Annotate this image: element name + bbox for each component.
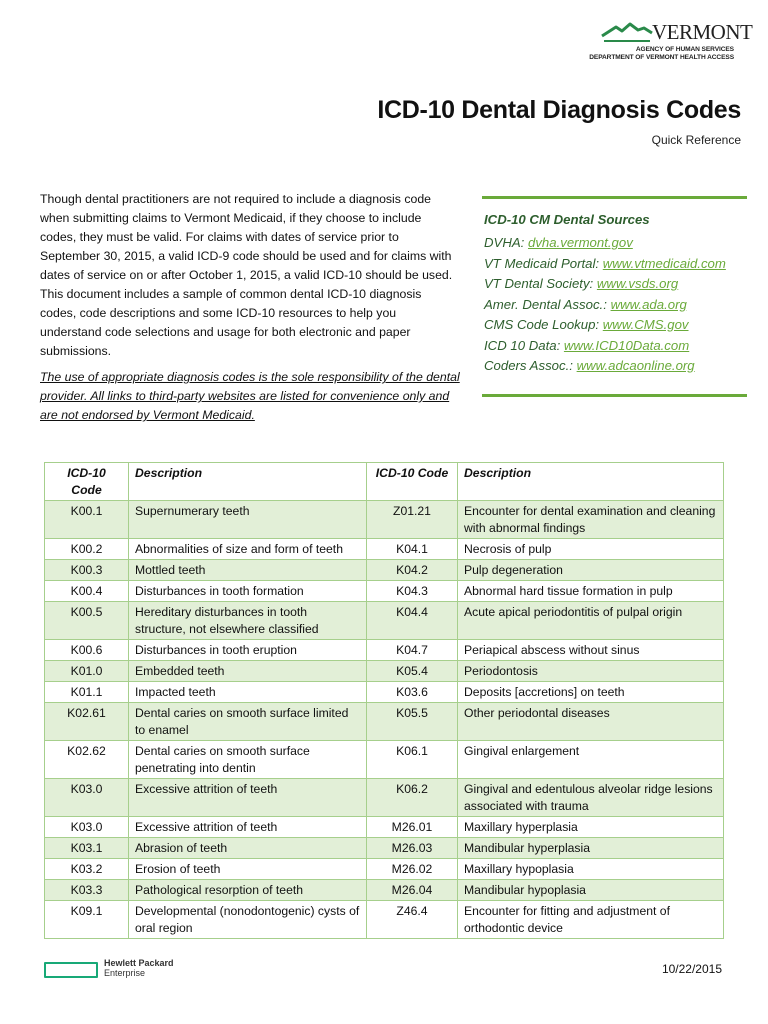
code-cell: K04.1 [367, 539, 458, 560]
description-cell: Gingival enlargement [458, 741, 724, 779]
source-item [484, 276, 678, 291]
source-link[interactable]: dvha.vermont.gov [527, 235, 633, 250]
code-cell: K06.2 [367, 779, 458, 817]
source-item [484, 358, 695, 373]
description-cell: Deposits [accretions] on teeth [458, 682, 724, 703]
description-cell: Periapical abscess without sinus [458, 640, 724, 661]
description-cell: Acute apical periodontitis of pulpal origin [458, 602, 724, 640]
source-link[interactable]: www.vtmedicaid.com [602, 255, 726, 271]
description-cell: Embedded teeth [129, 661, 367, 682]
column-header: ICD-10 Code [45, 463, 129, 501]
page-title: ICD-10 Dental Diagnosis Codes [377, 96, 741, 124]
description-cell: Encounter for fitting and adjustment of orthodontic device [458, 901, 724, 939]
table-row [45, 703, 724, 741]
description-cell: Supernumerary teeth [129, 501, 367, 539]
code-cell: K03.0 [45, 817, 129, 838]
code-cell: K04.3 [367, 581, 458, 602]
table-row [45, 560, 724, 581]
source-label: Coders Assoc.: [484, 358, 573, 373]
column-header: ICD-10 Code [367, 463, 458, 501]
code-cell: K04.4 [367, 602, 458, 640]
source-item [484, 235, 633, 250]
description-cell: Developmental (nonodontogenic) cysts of oral region [129, 901, 367, 939]
logo-agency-text: AGENCY OF HUMAN SERVICES [635, 46, 734, 53]
description-cell: Encounter for dental examination and cleaning with abnormal findings [458, 501, 724, 539]
description-cell: Necrosis of pulp [458, 539, 724, 560]
source-item [484, 338, 689, 353]
vermont-logo [589, 20, 753, 68]
description-cell: Pulp degeneration [458, 560, 724, 581]
code-cell: K00.4 [45, 581, 129, 602]
table-row [45, 640, 724, 661]
source-link[interactable]: www.ICD10Data.com [563, 337, 690, 353]
source-item [484, 317, 689, 332]
table-row [45, 581, 724, 602]
description-cell: Impacted teeth [129, 682, 367, 703]
source-label: VT Dental Society: [484, 276, 594, 291]
table-row [45, 838, 724, 859]
document-date: 10/22/2015 [661, 962, 722, 976]
description-cell: Excessive attrition of teeth [129, 817, 367, 838]
table-row [45, 602, 724, 640]
table-row [45, 817, 724, 838]
code-cell: K03.6 [367, 682, 458, 703]
table-row [45, 501, 724, 539]
description-cell: Dental caries on smooth surface limited to enamel [129, 703, 367, 741]
hpe-logo-text-line1: Hewlett Packard [104, 958, 174, 968]
code-cell: M26.03 [367, 838, 458, 859]
description-cell: Maxillary hypoplasia [458, 859, 724, 880]
table-row [45, 901, 724, 939]
code-cell: K02.62 [45, 741, 129, 779]
table-row [45, 779, 724, 817]
code-cell: M26.04 [367, 880, 458, 901]
column-header: Description [129, 463, 367, 501]
code-cell: K09.1 [45, 901, 129, 939]
code-cell: K03.0 [45, 779, 129, 817]
code-cell: K02.61 [45, 703, 129, 741]
source-link[interactable]: www.ada.org [610, 296, 687, 312]
code-cell: K00.2 [45, 539, 129, 560]
code-cell: K03.3 [45, 880, 129, 901]
description-cell: Mottled teeth [129, 560, 367, 581]
table-row [45, 880, 724, 901]
description-cell: Mandibular hyperplasia [458, 838, 724, 859]
description-cell: Hereditary disturbances in tooth structure, not elsewhere classified [129, 602, 367, 640]
source-link[interactable]: www.CMS.gov [602, 317, 689, 332]
table-row [45, 859, 724, 880]
description-cell: Excessive attrition of teeth [129, 779, 367, 817]
table-row [45, 661, 724, 682]
table-row [45, 539, 724, 560]
hpe-rectangle-icon [44, 962, 98, 978]
disclaimer-paragraph: The use of appropriate diagnosis codes is the sole responsibility of the dental provider. All links to third-party websites are listed for convenience only and are not endorsed by Vermont Medicaid. [40, 370, 460, 422]
code-cell: K04.2 [367, 560, 458, 581]
code-cell: K00.6 [45, 640, 129, 661]
source-label: CMS Code Lookup: [484, 317, 600, 332]
mountain-logo-icon [600, 22, 660, 44]
code-cell: K06.1 [367, 741, 458, 779]
description-cell: Disturbances in tooth eruption [129, 640, 367, 661]
code-cell: Z01.21 [367, 501, 458, 539]
source-label: DVHA: [484, 235, 525, 250]
description-cell: Disturbances in tooth formation [129, 581, 367, 602]
description-cell: Mandibular hypoplasia [458, 880, 724, 901]
code-cell: K05.4 [367, 661, 458, 682]
description-cell: Abnormalities of size and form of teeth [129, 539, 367, 560]
source-link[interactable]: www.vsds.org [596, 276, 679, 291]
logo-brand-text: VERMONT [652, 20, 753, 44]
code-cell: M26.01 [367, 817, 458, 838]
code-cell: K01.1 [45, 682, 129, 703]
source-item [484, 297, 687, 312]
code-cell: K05.5 [367, 703, 458, 741]
description-cell: Maxillary hyperplasia [458, 817, 724, 838]
hpe-logo [44, 958, 184, 980]
page-subtitle: Quick Reference [651, 133, 741, 147]
code-cell: K04.7 [367, 640, 458, 661]
code-cell: K00.3 [45, 560, 129, 581]
sources-box [482, 196, 747, 397]
description-cell: Erosion of teeth [129, 859, 367, 880]
description-cell: Other periodontal diseases [458, 703, 724, 741]
description-cell: Abrasion of teeth [129, 838, 367, 859]
diagnosis-codes-table [44, 462, 724, 939]
description-cell: Pathological resorption of teeth [129, 880, 367, 901]
source-label: ICD 10 Data: [484, 337, 561, 353]
sources-heading: ICD-10 CM Dental Sources [484, 212, 650, 227]
description-cell: Dental caries on smooth surface penetrating into dentin [129, 741, 367, 779]
description-cell: Periodontosis [458, 661, 724, 682]
code-cell: K03.2 [45, 859, 129, 880]
code-cell: K00.1 [45, 501, 129, 539]
table-body [45, 501, 724, 939]
code-cell: Z46.4 [367, 901, 458, 939]
source-item [484, 256, 726, 271]
source-label: VT Medicaid Portal: [484, 255, 600, 271]
table-row [45, 682, 724, 703]
source-link[interactable]: www.adcaonline.org [576, 358, 695, 373]
code-cell: K03.1 [45, 838, 129, 859]
logo-department-text: DEPARTMENT OF VERMONT HEALTH ACCESS [589, 54, 734, 61]
description-cell: Gingival and edentulous alveolar ridge lesions associated with trauma [458, 779, 724, 817]
code-cell: K01.0 [45, 661, 129, 682]
column-header: Description [458, 463, 724, 501]
hpe-logo-text-line2: Enterprise [104, 968, 146, 978]
table-row [45, 741, 724, 779]
code-cell: M26.02 [367, 859, 458, 880]
source-label: Amer. Dental Assoc.: [484, 296, 607, 312]
code-cell: K00.5 [45, 602, 129, 640]
intro-paragraph: Though dental practitioners are not required to include a diagnosis code when submitting claims to Vermont Medicaid, if they choose to include codes, they must be valid. For claims with dates of service prior to September 30, 2015, a valid ICD-9 code should be used and for claims with dates of service on or after October 1, 2015, a valid ICD-10 should be used. This document includes a sample of common dental ICD-10 diagnosis codes, code descriptions and some ICD-10 resources to help you understand code selections and usage for both electronic and paper submissions. [40, 192, 453, 358]
description-cell: Abnormal hard tissue formation in pulp [458, 581, 724, 602]
table-header-row [45, 463, 724, 501]
